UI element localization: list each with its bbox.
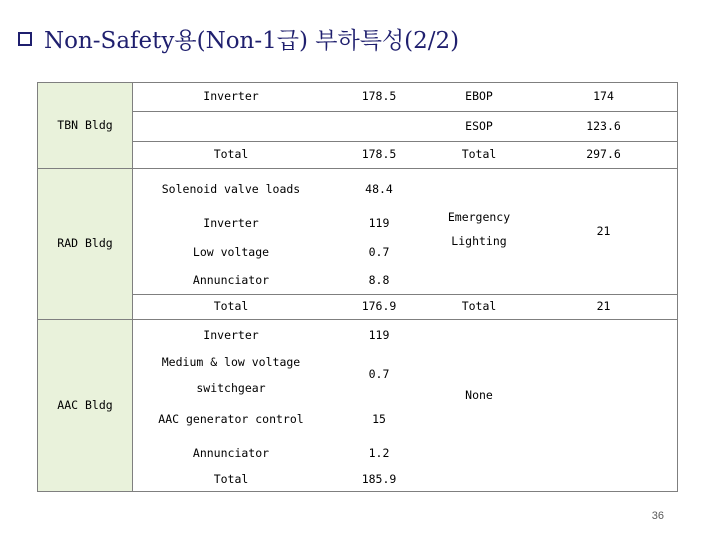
load-value: 0.7	[368, 245, 390, 260]
total-value: 176.9	[361, 299, 397, 314]
empty-cell	[133, 112, 429, 142]
table-row	[133, 209, 329, 239]
load-value: 15	[372, 412, 386, 427]
rad-bldg-cell	[37, 169, 133, 320]
switchgear-label	[162, 356, 300, 396]
load-name: Solenoid valve loads	[161, 182, 301, 197]
load-name-line1: Medium & low voltage	[161, 355, 301, 370]
load-name-right: EBOP	[465, 88, 493, 103]
total-label-right: Total	[461, 147, 497, 162]
load-value: 119	[368, 216, 390, 231]
load-name: Inverter	[203, 328, 259, 343]
table-row	[329, 142, 429, 169]
table-row	[329, 405, 429, 435]
total-label: Total	[213, 299, 249, 314]
table-row	[133, 467, 329, 492]
none-label: None	[465, 388, 493, 403]
table-row	[133, 439, 329, 469]
total-label-right: Total	[461, 299, 497, 314]
load-name: Annunciator	[192, 273, 270, 288]
slide-title	[18, 22, 459, 54]
table-row	[133, 82, 329, 112]
load-name: Inverter	[203, 216, 259, 231]
load-value: 0.7	[368, 367, 390, 382]
table-row	[133, 142, 329, 169]
emergency-lighting-label	[448, 211, 510, 249]
emergency-lighting-value	[529, 215, 678, 249]
table-row	[133, 266, 329, 296]
table-row	[133, 175, 329, 205]
table-row	[529, 112, 678, 142]
load-name: Annunciator	[192, 446, 270, 461]
load-value: 8.8	[368, 273, 390, 288]
table-row	[429, 142, 529, 169]
table-row	[429, 294, 529, 320]
table-row	[329, 238, 429, 268]
table-row	[529, 142, 678, 169]
none-cell	[429, 322, 529, 470]
load-name-right: ESOP	[465, 118, 493, 133]
load-name: Inverter	[203, 88, 259, 103]
table-row	[529, 294, 678, 320]
table-row	[133, 352, 329, 400]
table-row	[329, 266, 429, 296]
slide-title-text: Non-Safety용(Non-1급) 부하특성(2/2)	[44, 27, 460, 54]
aac-bldg-cell	[37, 320, 133, 492]
total-label: Total	[213, 147, 249, 162]
table-row	[329, 209, 429, 239]
table-row	[329, 439, 429, 469]
table-row	[133, 238, 329, 268]
table-row	[133, 405, 329, 435]
total-value: 178.5	[361, 147, 397, 162]
table-row	[329, 82, 429, 112]
tbn-bldg-cell	[37, 82, 133, 169]
load-name-line2: switchgear	[196, 381, 266, 395]
table-row	[429, 82, 529, 112]
load-value-right: 21	[596, 224, 611, 239]
load-value: 1.2	[368, 446, 390, 461]
emergency-lighting-cell	[429, 200, 529, 260]
load-value: 119	[368, 328, 390, 343]
table-row	[329, 467, 429, 492]
emergency-lighting-line1: Emergency	[447, 210, 511, 225]
table-row	[329, 294, 429, 320]
table-row	[329, 175, 429, 205]
aac-bldg-label: AAC Bldg	[57, 397, 113, 412]
table-row	[329, 360, 429, 390]
table-row	[329, 322, 429, 350]
total-value-right: 21	[596, 299, 611, 314]
load-value-right: 174	[593, 88, 614, 103]
total-label: Total	[213, 471, 249, 486]
load-value-right: 123.6	[586, 118, 621, 133]
emergency-lighting-line2: Lighting	[451, 234, 507, 248]
page-number: 36	[651, 510, 664, 522]
load-name: Low voltage	[192, 245, 270, 260]
rad-bldg-label: RAD Bldg	[57, 236, 113, 251]
total-value-right: 297.6	[586, 147, 621, 162]
load-value: 48.4	[365, 182, 393, 197]
load-value: 178.5	[361, 88, 397, 103]
load-name: AAC generator control	[158, 412, 304, 427]
table-row	[429, 112, 529, 142]
checkbox-bullet-icon	[18, 32, 32, 46]
table-row	[529, 82, 678, 112]
total-value: 185.9	[361, 471, 397, 486]
table-row	[133, 322, 329, 350]
table-row	[133, 294, 329, 320]
tbn-bldg-label: TBN Bldg	[57, 117, 113, 132]
